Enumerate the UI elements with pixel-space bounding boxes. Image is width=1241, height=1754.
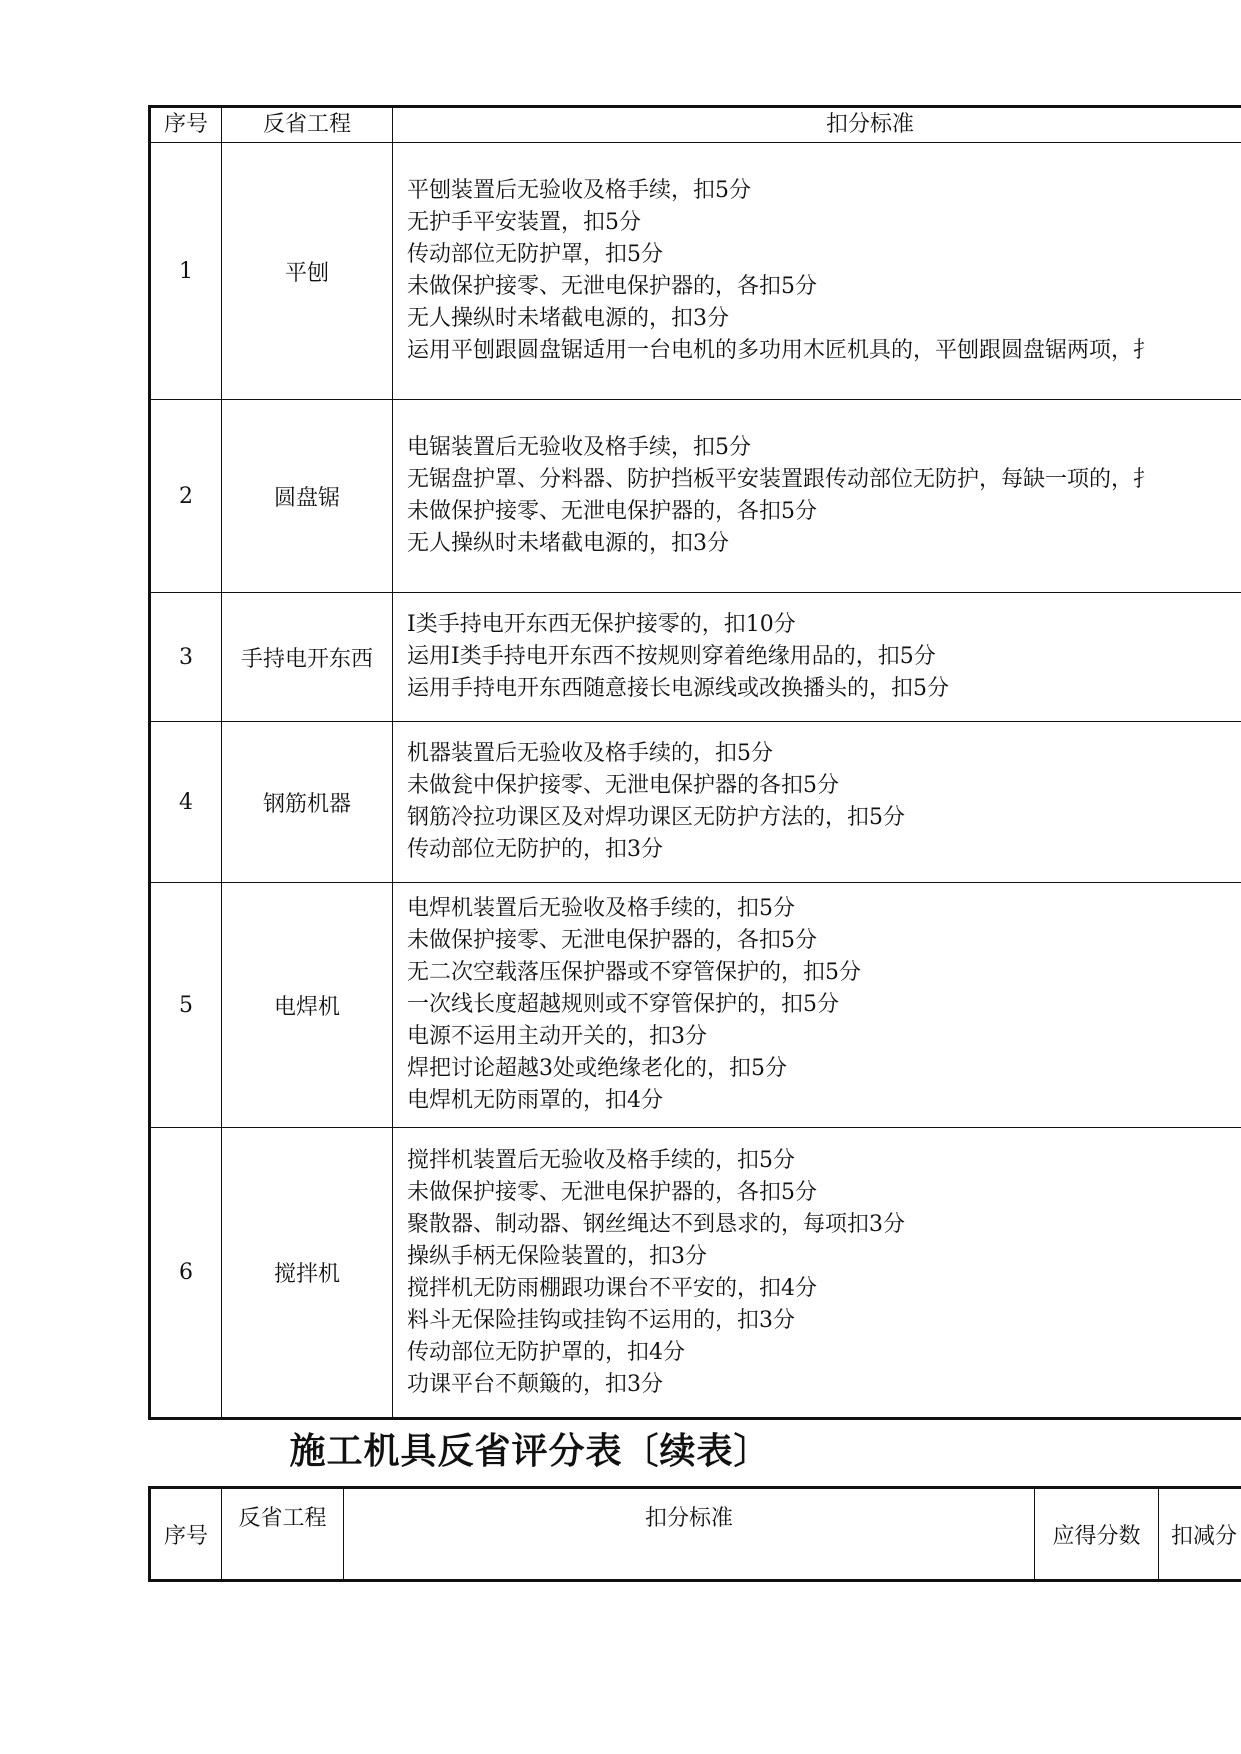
deduction-standard-line: 无人操纵时未堵截电源的，扣3分 [407,306,729,331]
row-inspection-item: 手持电开东西 [222,593,393,722]
table-row [150,1128,1241,1419]
row-deduction-standards [393,143,1241,400]
row-deduction-standards [393,883,1241,1128]
deduction-standard-line: 平刨装置后无验收及格手续，扣5分 [407,178,751,203]
row-inspection-item: 圆盘锯 [222,400,393,593]
row-number: 4 [150,722,222,883]
deduction-standard-line: 传动部位无防护的，扣3分 [407,837,663,862]
continuation-header-row [150,1488,1241,1581]
table-row [150,143,1241,400]
continuation-header-standard: 扣分标准 [344,1488,1035,1581]
deduction-standard-line: 搅拌机装置后无验收及格手续的，扣5分 [407,1147,795,1173]
continuation-header-deduct: 扣减分 [1159,1488,1241,1581]
continuation-header-no: 序号 [150,1488,222,1581]
continuation-header-item: 反省工程 [222,1488,344,1581]
row-number: 6 [150,1128,222,1419]
deduction-standard-line: 运用平刨跟圆盘锯适用一台电机的多功用木匠机具的，平刨跟圆盘锯两项，扌 [407,338,1156,363]
row-number: 5 [150,883,222,1128]
table-header-row [150,107,1241,143]
deduction-standard-line: 运用手持电开东西随意接长电源线或改换播头的，扣5分 [407,676,949,701]
row-deduction-standards [393,1128,1241,1419]
deduction-standard-line: 传动部位无防护罩，扣5分 [407,242,663,267]
table-row [150,722,1241,883]
row-inspection-item: 平刨 [222,143,393,400]
deduction-standard-line: 机器装置后无验收及格手续的，扣5分 [407,741,773,766]
row-number: 3 [150,593,222,722]
continuation-table [148,1486,1241,1582]
row-number: 1 [150,143,222,400]
row-inspection-item: 钢筋机器 [222,722,393,883]
deduction-standard-line: Ⅰ类手持电开东西无保护接零的，扣10分 [407,612,796,637]
deduction-standard-line: 运用Ⅰ类手持电开东西不按规则穿着绝缘用品的，扣5分 [407,644,936,669]
deduction-standard-line: 电焊机无防雨罩的，扣4分 [407,1088,663,1113]
row-deduction-standards [393,400,1241,593]
row-deduction-standards [393,593,1241,722]
row-deduction-standards [393,722,1241,883]
deduction-standard-line: 操纵手柄无保险装置的，扣3分 [407,1243,707,1269]
table-row [150,883,1241,1128]
continuation-title: 施工机具反省评分表〔续表〕 [289,1430,771,1472]
deduction-standard-line: 无锯盘护罩、分料器、防护挡板平安装置跟传动部位无防护，每缺一项的，扌 [407,467,1156,492]
deduction-standard-line: 一次线长度超越规则或不穿管保护的，扣5分 [407,992,839,1017]
deduction-standard-line: 钢筋冷拉功课区及对焊功课区无防护方法的，扣5分 [407,805,905,830]
deduction-standard-line: 无护手平安装置，扣5分 [407,210,641,235]
deduction-standard-line: 电锯装置后无验收及格手续，扣5分 [407,435,751,460]
deduction-standard-line: 焊把讨论超越3处或绝缘老化的，扣5分 [407,1056,787,1081]
inspection-score-table [148,105,1241,1420]
header-item: 反省工程 [222,107,393,143]
row-inspection-item: 搅拌机 [222,1128,393,1419]
deduction-standard-line: 电焊机装置后无验收及格手续的，扣5分 [407,896,795,921]
deduction-standard-line: 传动部位无防护罩的，扣4分 [407,1339,685,1365]
header-standard: 扣分标准 [393,107,1241,143]
table-row [150,593,1241,722]
header-no: 序号 [150,107,222,143]
row-inspection-item: 电焊机 [222,883,393,1128]
deduction-standard-line: 无二次空载落压保护器或不穿管保护的，扣5分 [407,960,861,985]
deduction-standard-line: 未做瓮中保护接零、无泄电保护器的各扣5分 [407,773,839,798]
deduction-standard-line: 料斗无保险挂钩或挂钩不运用的，扣3分 [407,1307,795,1333]
deduction-standard-line: 无人操纵时未堵截电源的，扣3分 [407,531,729,556]
deduction-standard-line: 未做保护接零、无泄电保护器的，各扣5分 [407,1179,817,1205]
deduction-standard-line: 功课平台不颠簸的，扣3分 [407,1371,663,1397]
deduction-standard-line: 未做保护接零、无泄电保护器的，各扣5分 [407,928,817,953]
deduction-standard-line: 搅拌机无防雨棚跟功课台不平安的，扣4分 [407,1275,817,1301]
deduction-standard-line: 未做保护接零、无泄电保护器的，各扣5分 [407,274,817,299]
deduction-standard-line: 聚散器、制动器、钢丝绳达不到恳求的，每项扣3分 [407,1211,905,1237]
continuation-header-score: 应得分数 [1035,1488,1159,1581]
row-number: 2 [150,400,222,593]
table-row [150,400,1241,593]
deduction-standard-line: 电源不运用主动开关的，扣3分 [407,1024,707,1049]
deduction-standard-line: 未做保护接零、无泄电保护器的，各扣5分 [407,499,817,524]
